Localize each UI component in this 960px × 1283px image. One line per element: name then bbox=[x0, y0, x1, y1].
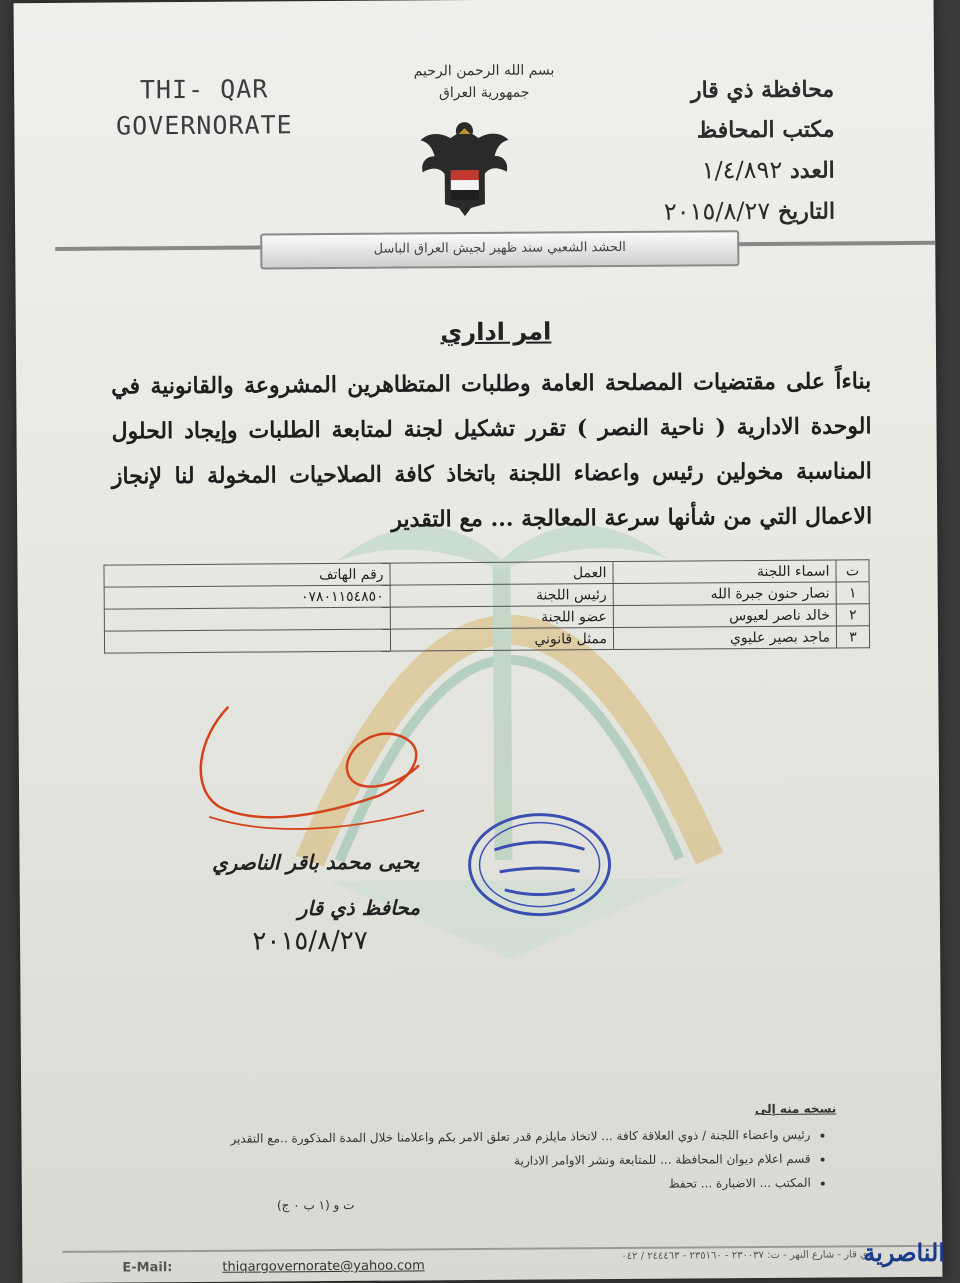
list-item: • رئيس واعضاء اللجنة / ذوي العلاقة كافة ... لاتخاذ مايلزم قدر تعلق الامر بكم واعلامنا خلال المدة المذكورة ..مع التقدير bbox=[76, 1124, 810, 1151]
republic-name: جمهورية العراق bbox=[438, 84, 530, 102]
document-date: التاريخ ٢٠١٥/٨/٢٧ bbox=[663, 196, 836, 226]
reference-code: ت و (١ ب ٠ ج) bbox=[276, 1197, 355, 1213]
reference-number: العدد ١/٤/٨٩٢ bbox=[701, 155, 835, 185]
signer-block bbox=[179, 838, 420, 932]
col-role: العمل bbox=[390, 562, 613, 586]
office-name: مكتب المحافظ bbox=[696, 116, 835, 144]
signer-name: يحيى محمد باقر الناصري bbox=[211, 849, 420, 875]
official-stamp-icon bbox=[464, 809, 615, 920]
site-watermark-logo: الناصرية bbox=[863, 1238, 945, 1267]
order-title: امر اداري bbox=[440, 317, 552, 347]
latin-line-1: THI- QAR bbox=[139, 74, 269, 105]
signature-date: ٢٠١٥/٨/٢٧ bbox=[252, 925, 368, 957]
email-label: E-Mail: bbox=[122, 1260, 173, 1276]
governorate-arabic-header bbox=[663, 70, 835, 233]
col-phone: رقم الهاتف bbox=[104, 563, 390, 587]
basmala-block bbox=[384, 59, 584, 104]
col-name: اسماء اللجنة bbox=[613, 560, 836, 584]
col-index: ت bbox=[836, 560, 869, 582]
signer-position: محافظ ذي قار bbox=[297, 895, 420, 921]
footer-address: ذي قار - شارع النهر - ت: ٢٣٠٠٣٧ - ٢٣٥١٦٠ - ٢٤٤٤٦٣ / ٠٤٢ bbox=[621, 1249, 873, 1263]
committee-table bbox=[103, 559, 870, 653]
list-item: • المكتب ... الاضبارة ... تحفظ bbox=[77, 1172, 811, 1199]
copies-label: نسخه منه إلى bbox=[754, 1101, 837, 1117]
table-row: ١ نصار حنون جبرة الله رئيس اللجنة ٠٧٨٠١١٥٤٨٥٠ bbox=[104, 582, 869, 609]
document-page bbox=[14, 0, 943, 1283]
order-body: بناءاً على مقتضيات المصلحة العامة وطلبات المتظاهرين المشروعة والقانونية في الوحدة الادارية ( ناحية النصر ) تقرر تشكيل لجنة لمتابعة الطلبات وإيجاد الحلول المناسبة مخولين رئيس واعضاء اللجنة باتخاذ كافة الصلاحيات المخولة لنا لإنجاز الاعمال التي من شأنها سرعة المعالجة ... مع التقدير bbox=[111, 368, 873, 533]
copies-list bbox=[76, 1124, 836, 1199]
table-row: ٢ خالد ناصر لعيوس عضو اللجنة bbox=[104, 604, 869, 631]
slogan-banner: الحشد الشعبي سند ظهير لجيش العراق الباسل bbox=[260, 230, 739, 269]
list-item: • قسم اعلام ديوان المحافظة ... للمتابعة ونشر الاوامر الادارية bbox=[77, 1148, 811, 1175]
basmala: بسم الله الرحمن الرحيم bbox=[413, 62, 555, 80]
copies-to bbox=[76, 1098, 837, 1201]
handwritten-signature-icon bbox=[178, 695, 439, 847]
governorate-name: محافظة ذي قار bbox=[690, 76, 835, 104]
latin-line-2: GOVERNORATE bbox=[116, 110, 293, 141]
governorate-latin-header bbox=[104, 71, 304, 144]
iraq-eagle-emblem-icon bbox=[414, 112, 515, 225]
email-link[interactable]: thiqargovernorate@yahoo.com bbox=[222, 1258, 425, 1275]
table-row: ٣ ماجد بصير عليوي ممثل قانوني bbox=[104, 626, 869, 653]
